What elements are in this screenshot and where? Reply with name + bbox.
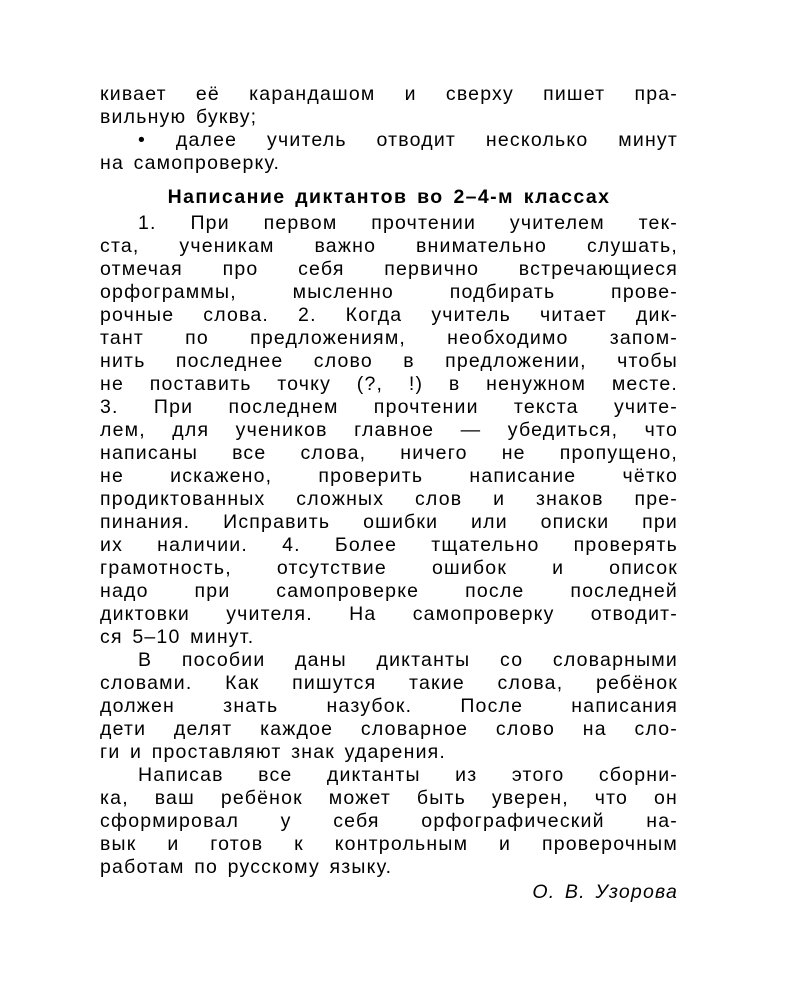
text-line: пинания. Исправить ошибки или описки при — [100, 511, 678, 533]
text-line: сформировал у себя орфографический на- — [100, 810, 678, 832]
text-line: ги и проставляют знак ударения. — [100, 741, 447, 763]
text-line: В пособии даны диктанты со словарными — [138, 649, 678, 671]
text-line: на самопроверку. — [100, 152, 281, 174]
text-line: ся 5–10 минут. — [100, 626, 255, 648]
text-line: вык и готов к контрольным и проверочным — [100, 833, 678, 855]
text-line: дети делят каждое словарное слово на сло- — [100, 718, 678, 740]
text-line: написаны все слова, ничего не пропущено, — [100, 442, 678, 464]
text-line: лем, для учеников главное — убедиться, что — [100, 419, 678, 441]
text-line: надо при самопроверке после последней — [100, 580, 678, 602]
text-line: вильную букву; — [100, 106, 258, 128]
text-line: Написав все диктанты из этого сборни- — [138, 764, 678, 786]
text-line: должен знать назубок. После написания — [100, 695, 678, 717]
text-line: ста, ученикам важно внимательно слушать, — [100, 235, 678, 257]
section-heading: Написание диктантов во 2–4-м классах — [167, 186, 611, 208]
text-line: 3. При последнем прочтении текста учите- — [100, 396, 678, 418]
bullet-line: • далее учитель отводит несколько минут — [138, 129, 678, 151]
text-line: работам по русскому языку. — [100, 856, 393, 878]
text-line: ка, ваш ребёнок может быть уверен, что он — [100, 787, 678, 809]
text-line: не поставить точку (?, !) в ненужном месте. — [100, 373, 678, 395]
text-line: тант по предложениям, необходимо запом- — [100, 327, 678, 349]
text-line: отмечая про себя первично встречающиеся — [100, 258, 678, 280]
text-line: словами. Как пишутся такие слова, ребёнок — [100, 672, 678, 694]
intro-paragraphs — [100, 83, 678, 175]
text-line: продиктованных сложных слов и знаков пре- — [100, 488, 678, 510]
text-line: 1. При первом прочтении учителем тек- — [138, 212, 678, 234]
text-line: диктовки учителя. На самопроверку отводит- — [100, 603, 678, 625]
body-paragraphs — [100, 212, 678, 879]
text-line: рочные слова. 2. Когда учитель читает дик- — [100, 304, 678, 326]
page-text-block — [100, 83, 678, 904]
text-line: кивает её карандашом и сверху пишет пра- — [100, 83, 678, 105]
text-line: орфограммы, мысленно подбирать прове- — [100, 281, 678, 303]
text-line: их наличии. 4. Более тщательно проверять — [100, 534, 678, 556]
spacer — [100, 175, 678, 185]
author-signature: О. В. Узорова — [532, 881, 678, 903]
text-line: не искажено, проверить написание чётко — [100, 465, 678, 487]
text-line: грамотность, отсутствие ошибок и описок — [100, 557, 678, 579]
text-line: нить последнее слово в предложении, чтобы — [100, 350, 678, 372]
